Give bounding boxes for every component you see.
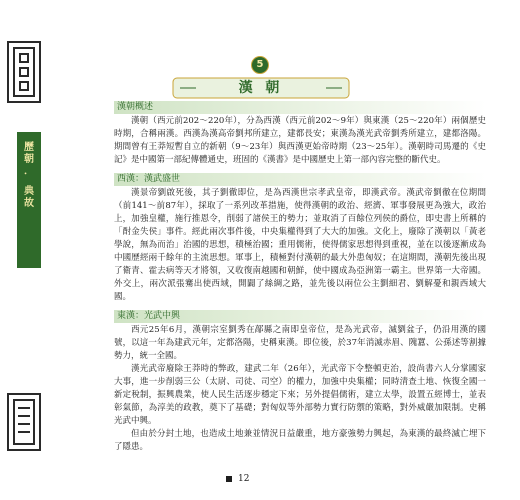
- article-body: [114, 101, 486, 454]
- chapter-number-badge: 5: [251, 56, 269, 74]
- page-footer: [226, 473, 286, 485]
- side-char: 朝: [24, 154, 34, 165]
- bottom-ornament-icon: [6, 392, 42, 452]
- side-tab-label: [17, 142, 41, 210]
- page-title: 漢 朝: [238, 80, 284, 96]
- side-char: 故: [24, 198, 34, 209]
- section-heading: 東漢：光武中興: [114, 310, 486, 323]
- paragraph: 西元25年6月，漢朝宗室劉秀在鄗縣之南即皇帝位，是為光武帝，滅劉盆子，仍沿用漢的國號，以這一年為建武元年，定都洛陽，史稱東漢。即位後，於37年消滅赤眉、隗囂、公孫述等割據勢力，統一全國。: [114, 325, 486, 361]
- paragraph: 漢景帝劉啟死後，其子劉徹即位，是為西漢世宗孝武皇帝，即漢武帝。漢武帝劉徹在位期間（前141～前87年），採取了一系列改革措施，使得漢朝的政治、經濟、軍事發展更為強大，政治上，加強皇權，施行推恩令，削弱了諸侯王的勢力；並取消了百餘位列侯的爵位，即史書上所稱的「酎金失侯」事件。經此兩次事件後，中央集權得到了大大的加強。文化上，廢除了漢朝以「黃老學說，無為而治」治國的思想，積極治國；重用儒術，使得儒家思想得到重視，並在以後逐漸成為中國歷經兩千餘年的主流思想。軍事上，積極對付漢朝的最大外患匈奴；在這期間，漢朝先後出現了衛青、霍去病等天才將領，又收復南越國和朝鮮，使中國成為亞洲第一霸主。世界第一大帝國。外交上，兩次派張騫出使西域，開闢了絲綢之路，並先後以兩位公主劉細君、劉解憂和親西域大國。: [114, 188, 486, 302]
- paragraph: 漢朝（西元前202～220年），分為西漢（西元前202～9年）與東漢（25～220年）兩個歷史時期，合稱兩漢。西漢為漢高帝劉邦所建立，建都長安；東漢為漢光武帝劉秀所建立，建都洛陽。期間曾有王莽短暫自立的新朝（9～23年）與西漢更始帝時期（23～25年）。漢朝時司馬遷的《史記》是中國第一部紀傳體通史，班固的《漢書》是中國歷史上第一部內容完整的斷代史。: [114, 116, 486, 165]
- side-char: ．: [24, 166, 34, 177]
- side-char: 歷: [24, 142, 34, 153]
- section-heading: 西漢：漢武盛世: [114, 173, 486, 186]
- square-bullet-icon: [226, 476, 232, 482]
- top-ornament-icon: [6, 40, 42, 104]
- section-heading: 漢朝概述: [114, 101, 486, 114]
- side-char: 典: [24, 186, 34, 197]
- paragraph: 但由於分封土地，也造成土地兼並情況日益嚴重，地方豪強勢力興起，為東漢的最終滅亡埋下了隱患。: [114, 429, 486, 452]
- paragraph: 漢光武帝廢除王莽時的弊政，建武二年（26年），光武帝下令整頓吏治，設尚書六人分掌國家大事，進一步削弱三公（太尉、司徒、司空）的權力，加強中央集權；同時清查土地、恢復全國一新定稅制，振興農業，使人民生活逐步穩定下來；另外提倡儒術，建立太學，設置五經博士，並表彰氣節，為淳美的政教，奠下了基礎；對匈奴等外部勢力實行防禦的策略，對外威嚴加限制。史稱光武中興。: [114, 364, 486, 426]
- page-number: 12: [238, 474, 250, 484]
